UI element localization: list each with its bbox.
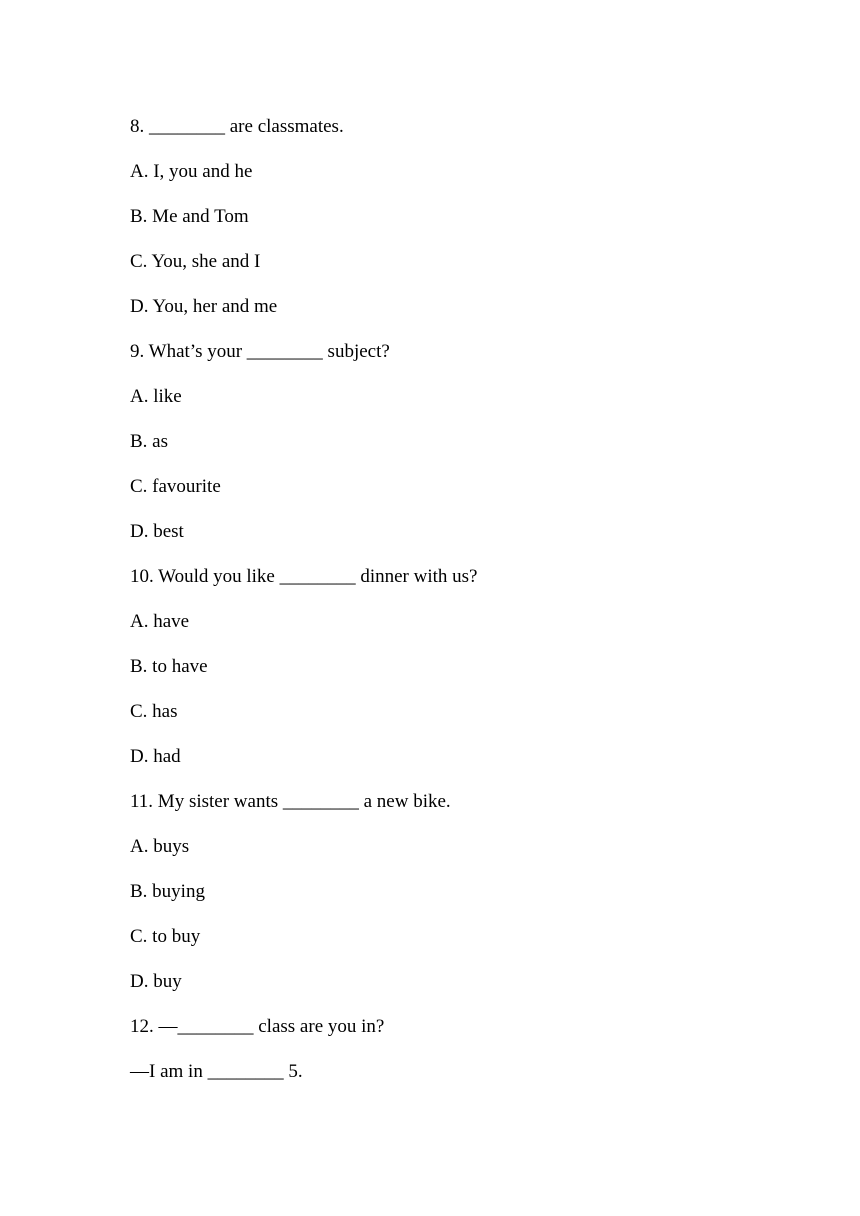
question-stem: 10. Would you like ________ dinner with us? [130,566,478,587]
question-9 [130,337,770,562]
question-stem: 11. My sister wants ________ a new bike. [130,791,451,812]
option-d: D. buy [130,971,182,992]
option-a: A. have [130,611,190,632]
option-b: B. to have [130,656,208,677]
question-stem: 8. ________ are classmates. [130,116,344,137]
option-b: B. buying [130,881,205,902]
question-12 [130,1012,770,1102]
option-d: D. best [130,521,184,542]
option-a: A. I, you and he [130,161,253,182]
option-c: C. has [130,701,178,722]
option-b: B. Me and Tom [130,206,249,227]
option-a: A. buys [130,836,190,857]
option-d: D. had [130,746,181,767]
question-11 [130,787,770,1012]
option-d: D. You, her and me [130,296,278,317]
question-stem: 12. —________ class are you in? [130,1016,385,1037]
question-10 [130,562,770,787]
document-page [130,112,770,1102]
option-c: C. You, she and I [130,251,261,272]
question-8 [130,112,770,337]
option-a: A. like [130,386,182,407]
option-c: C. to buy [130,926,201,947]
option-b: B. as [130,431,168,452]
question-stem: 9. What’s your ________ subject? [130,341,390,362]
option-c: C. favourite [130,476,221,497]
answer-line: —I am in ________ 5. [130,1061,303,1082]
